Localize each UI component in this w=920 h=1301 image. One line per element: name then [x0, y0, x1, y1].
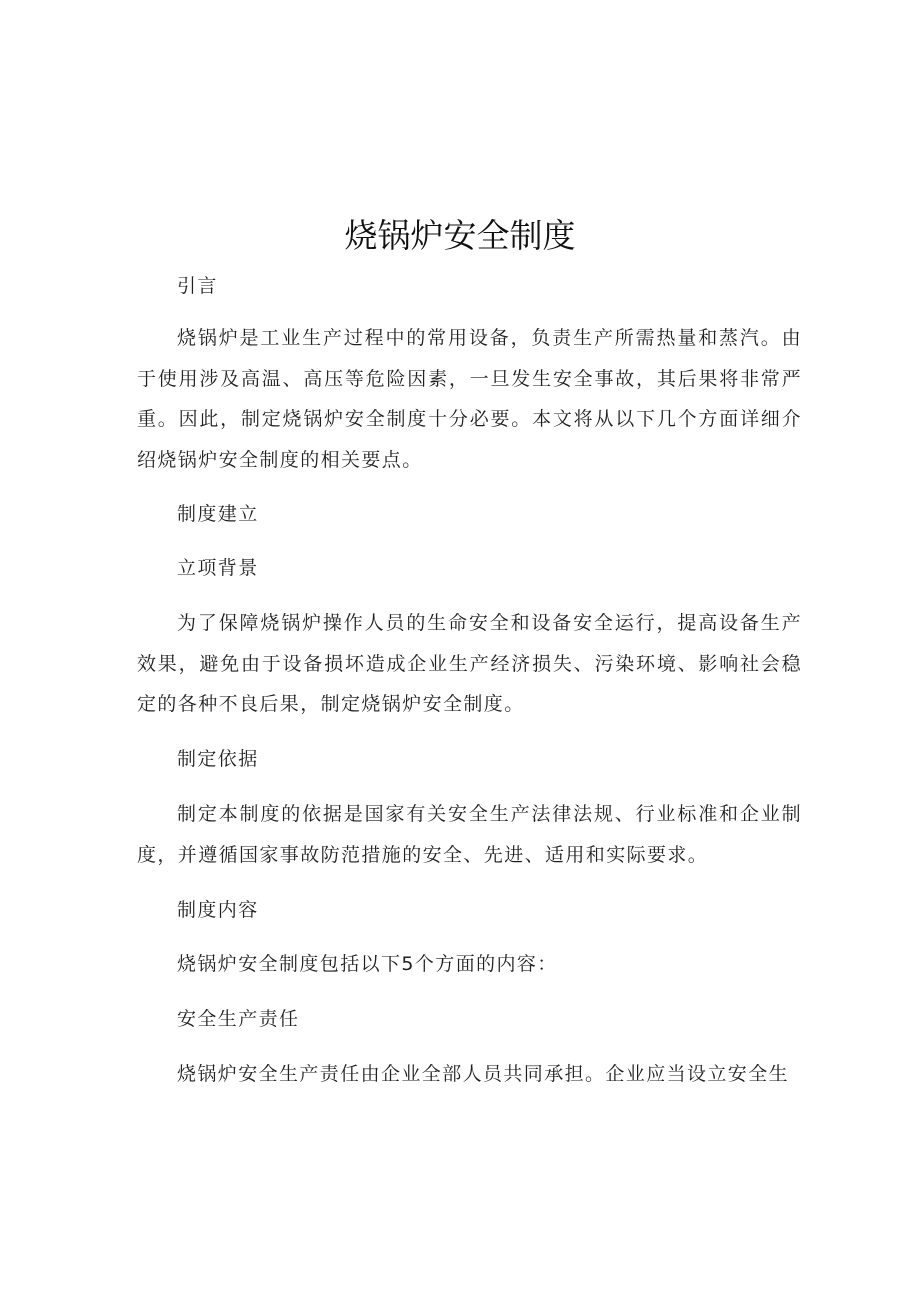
section-heading-responsibility: 安全生产责任 — [177, 1008, 300, 1030]
paragraph-content: 烧锅炉安全制度包括以下5个方面的内容： — [177, 953, 558, 975]
paragraph-basis: 制定本制度的依据是国家有关安全生产法律法规、行业标准和企业制度，并遵循国家事故防范措施的安全、先进、适用和实际要求。 — [137, 803, 802, 866]
paragraph-responsibility: 烧锅炉安全生产责任由企业全部人员共同承担。企业应当设立安全生 — [177, 1063, 790, 1085]
paragraph-background: 为了保障烧锅炉操作人员的生命安全和设备安全运行，提高设备生产效果，避免由于设备损坏造成企业生产经济损失、污染环境、影响社会稳定的各种不良后果，制定烧锅炉安全制度。 — [137, 612, 802, 715]
paragraph-intro: 烧锅炉是工业生产过程中的常用设备，负责生产所需热量和蒸汽。由于使用涉及高温、高压等危险因素，一旦发生安全事故，其后果将非常严重。因此，制定烧锅炉安全制度十分必要。本文将从以下几个方面详细介绍烧锅炉安全制度的相关要点。 — [137, 327, 802, 471]
section-heading-intro: 引言 — [177, 275, 218, 297]
section-heading-establish: 制度建立 — [177, 503, 259, 525]
section-heading-content: 制度内容 — [177, 899, 259, 921]
section-heading-background: 立项背景 — [177, 557, 259, 579]
document-title: 烧锅炉安全制度 — [344, 216, 576, 255]
section-heading-basis: 制定依据 — [177, 748, 259, 770]
